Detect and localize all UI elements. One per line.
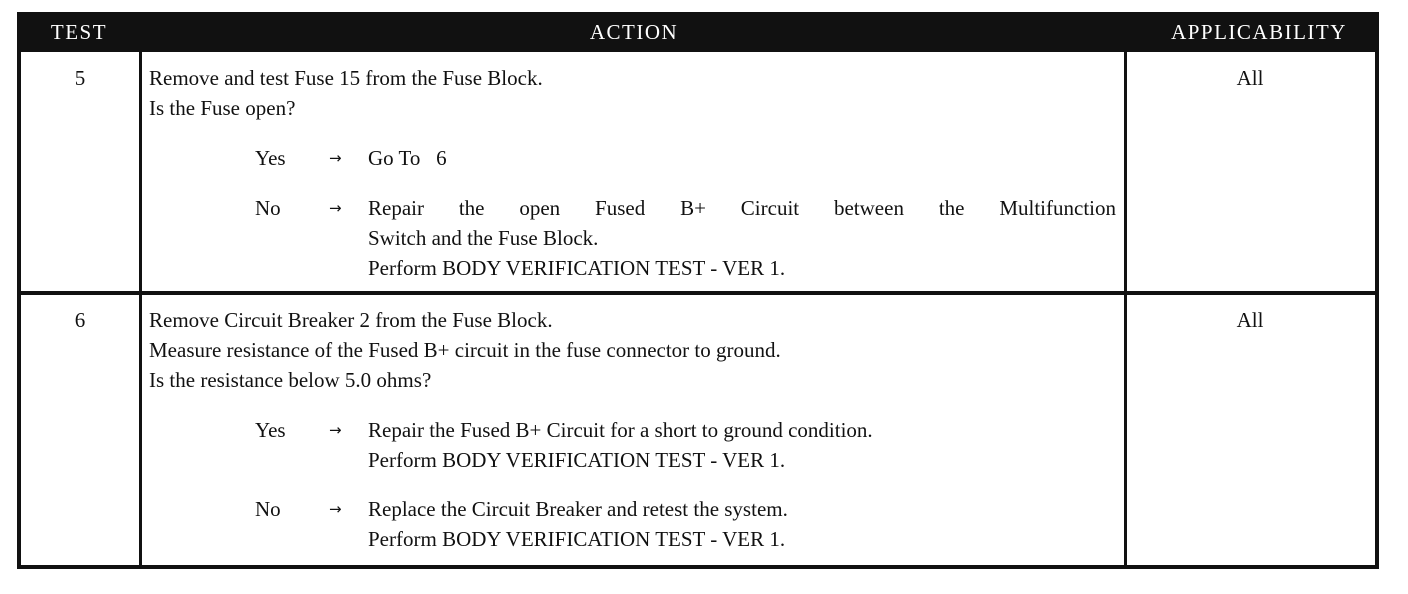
yes-label: Yes	[255, 418, 286, 442]
header-test: TEST	[50, 20, 108, 44]
action-question-line: Remove Circuit Breaker 2 from the Fuse Block.	[149, 308, 553, 332]
no-result-line: Switch and the Fuse Block.	[368, 226, 599, 250]
arrow-icon: →	[329, 421, 342, 439]
action-cell	[149, 63, 1119, 288]
arrow-icon: →	[329, 149, 342, 167]
header-action: ACTION	[589, 20, 679, 44]
diagnostic-test-table	[17, 12, 1379, 569]
no-label: No	[255, 497, 281, 521]
action-question-line: Remove and test Fuse 15 from the Fuse Block.	[149, 66, 543, 90]
column-divider-test	[139, 52, 142, 565]
yes-label: Yes	[255, 146, 286, 170]
header-applicability: APPLICABILITY	[1171, 20, 1347, 44]
action-question-line: Is the Fuse open?	[149, 96, 296, 120]
no-result-line: Repair the open Fused B+ Circuit between the Multifunction	[368, 196, 1116, 220]
no-result-line: Perform BODY VERIFICATION TEST - VER 1.	[368, 256, 786, 280]
no-label: No	[255, 196, 281, 220]
yes-result-line: Perform BODY VERIFICATION TEST - VER 1.	[368, 448, 786, 472]
row-divider	[21, 291, 1375, 295]
action-question-line: Measure resistance of the Fused B+ circuit in the fuse connector to ground.	[149, 338, 781, 362]
test-number: 5	[74, 66, 86, 90]
arrow-icon: →	[329, 500, 342, 518]
table-header	[17, 12, 1379, 52]
applicability-value: All	[1236, 308, 1264, 332]
action-question-line: Is the resistance below 5.0 ohms?	[149, 368, 432, 392]
yes-result-line: Go To 6	[368, 146, 447, 170]
action-cell	[149, 305, 1119, 560]
yes-result-line: Repair the Fused B+ Circuit for a short to ground condition.	[368, 418, 873, 442]
no-result-line: Perform BODY VERIFICATION TEST - VER 1.	[368, 527, 786, 551]
applicability-value: All	[1236, 66, 1264, 90]
test-number: 6	[74, 308, 86, 332]
arrow-icon: →	[329, 199, 342, 217]
no-result-line: Replace the Circuit Breaker and retest the system.	[368, 497, 788, 521]
